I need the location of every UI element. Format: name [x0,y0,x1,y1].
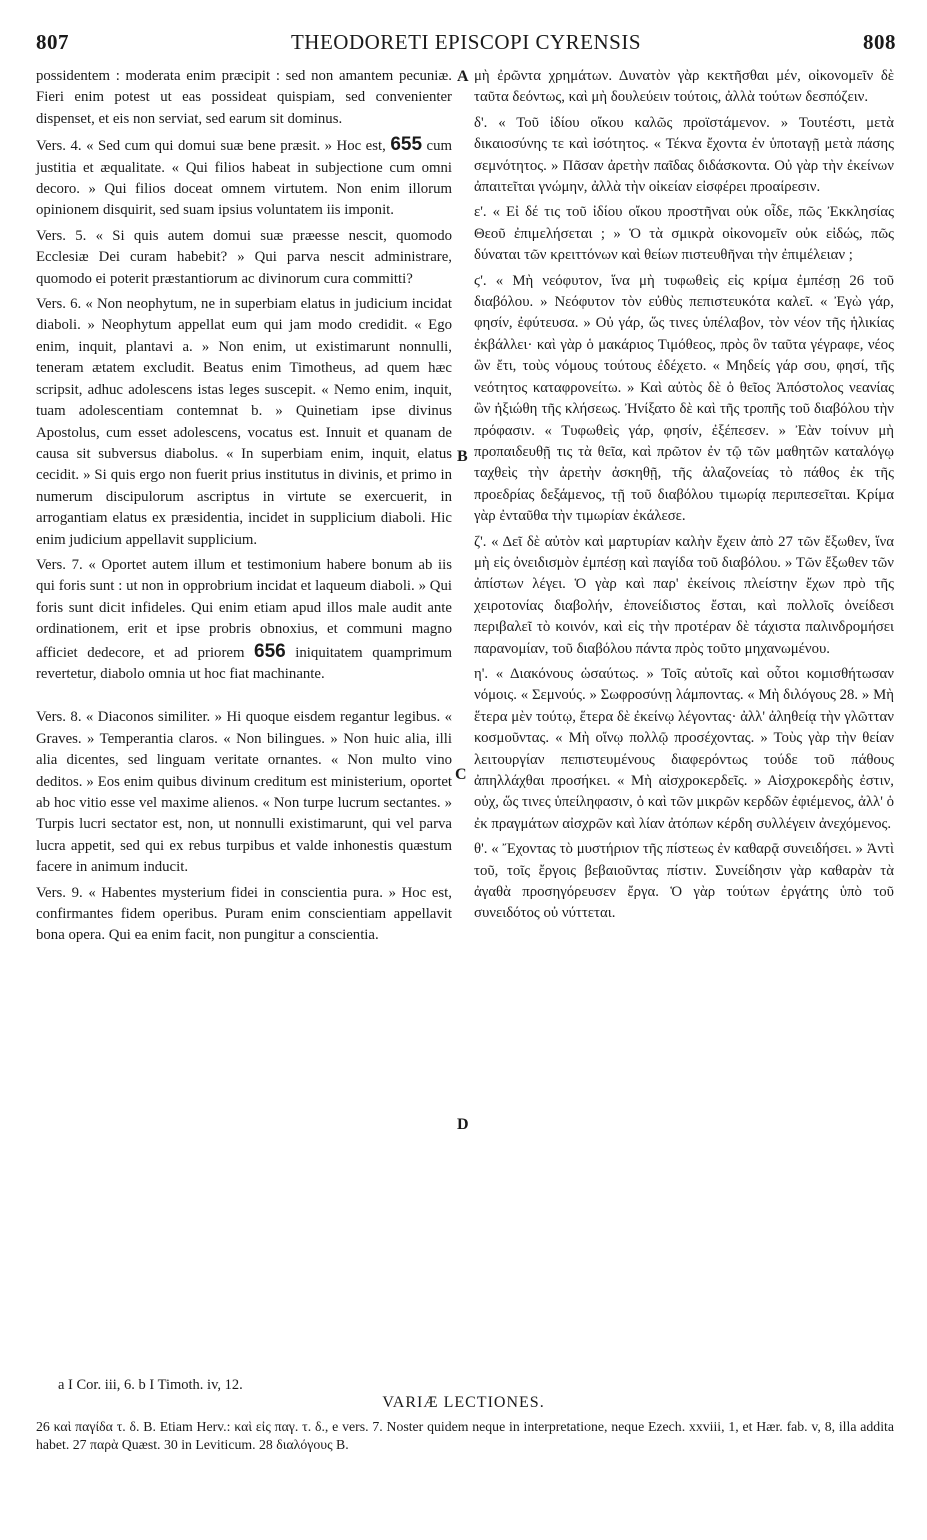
margin-letter-a: A [457,68,469,85]
latin-paragraph: possidentem : moderata enim præcipit : sed non amantem pecuniæ. Fieri enim potest ut eas possideat quispiam, sed convenienter dispenset, et eis non serviat, sed earum sit dominus. [36,68,452,127]
latin-paragraph: Vers. 6. « Non neophytum, ne in superbiam elatus in judicium incidat diaboli. » Neophytum appellat eum qui jam modo credidit. « Ego enim, inquit, plantavi a. » Non enim, ut existimarunt nonnulli, teneram ætatem excludit. Beatus enim Timotheus, ad quem hæc scripsit, adhuc adolescens istas leges suscepit. « Nemo enim, inquit, tuam adolescentiam contemnat b. » Quinetiam ipse divinus Apostolus, cum esset adolescens, vocatus est. Innuit et quanam de causa sit subversus diabolus. « In superbiam enim, inquit, elatus cecidit. » Si quis ergo non fuerit prius institutus in divinis, et primo in numerum discipulorum ascriptus in virtute se exercuerit, in arrogantiam elatus ex præsidentia, incidet in supplicium diaboli. Hic enim judicium appellavit supplicium. [36,296,452,548]
right-page-number: 808 [863,30,896,54]
left-page-number: 807 [36,30,69,54]
margin-letter-c: C [455,766,467,783]
page-header [36,30,896,58]
scripture-footnotes: a I Cor. iii, 6. b I Timoth. iv, 12. [58,1377,243,1393]
column-number: 656 [254,640,286,662]
running-title: THEODORETI EPISCOPI CYRENSIS [290,30,642,54]
latin-paragraph: Vers. 8. « Diaconos similiter. » Hi quoque eisdem regantur legibus. « Graves. » Temperantia claros. « Non bilingues. » Non huic alia, illi alia dicentes, sed linguam veritate ornantes. « Non multo vino deditos. » Eos enim quibus divinum creditum est ministerium, oportet ab hoc vitio esse vel maxime alienos. « Non turpe lucrum sectantes. » Turpis lucri sectator est, non, ut nonnulli existimarunt, qui vel parva lucra appetit, sed qui ex rebus turpibus et valde inhonestis quæstum facere in animum inducit. [36,709,452,876]
variant-readings-text: 26 καὶ παγίδα τ. δ. B. Etiam Herv.: καὶ εἰς παγ. τ. δ., e vers. 7. Noster quidem neque in interpretatione, neque Ezech. xxviii, 1, et Hær. fab. v, 8, illa addita habet. 27 παρὰ Quæst. 30 in Leviticum. 28 διαλόγους B. [36,1419,894,1452]
latin-paragraph: Vers. 7. « Oportet autem illum et testimonium habere bonum ab iis qui foris sunt : ut non in opprobrium incidat et laqueum diaboli. » Qui foris sunt dicit infideles. Qui enim etiam apud illos male audit ante ordinationem, erit et ipse probris obnoxius, et communi magno afficiet dedecore, et ad priorem 656 iniquitatem quamprimum revertetur, diabolo omnia ut hoc fiat machinante. [36,556,452,682]
latin-column [36,66,452,951]
greek-column [474,66,894,929]
greek-paragraph: μὴ ἐρῶντα χρημάτων. Δυνατὸν γὰρ κεκτῆσθαι μέν, οἰκονομεῖν δὲ ταῦτα δεόντως, καὶ μὴ δουλεύειν τούτοις, ἀλλὰ τούτων δεσπόζειν. [474,68,894,106]
latin-paragraph: Vers. 9. « Habentes mysterium fidei in conscientia pura. » Hoc est, confirmantes fidem operibus. Puram enim conscientiam appellavit bona opera. Qui ea enim facit, non pungitur a conscientia. [36,884,452,944]
margin-letter-b: B [457,448,468,465]
latin-paragraph: Vers. 4. « Sed cum qui domui suæ bene præsit. » Hoc est, 655 cum justitia et æqualitate. « Qui filios habeat in subjectione cum omni decoro. » Qui filios doceat omnem virtutem. Non enim illorum opinionem disquirit, sed suam ipsius voluntatem iis imponit. [36,134,452,219]
latin-paragraph: Vers. 5. « Si quis autem domui suæ præesse nescit, quomodo Ecclesiæ Dei curam habebit? » Qui parva nescit administrare, quomodo ei poterit præstantiorum ac divinorum cura committi? [36,227,452,287]
margin-letter-d: D [457,1116,469,1133]
greek-paragraph: δ'. « Τοῦ ἰδίου οἴκου καλῶς προϊστάμενον. » Τουτέστι, μετὰ δικαιοσύνης τε καὶ ἰσότητος. « Τέκνα ἔχοντα ἐν ὑποταγῇ μετὰ πάσης σεμνότητος. » Πᾶσαν ἀρετὴν παῖδας διδάσκοντα. Οὐ γὰρ τὴν ἐκείνων ἀπαιτεῖται γνώμην, ἀλλὰ τὴν οἰκείαν εἰσφέρει προαίρεσιν. [474,114,894,196]
greek-paragraph: ε'. « Εἰ δέ τις τοῦ ἰδίου οἴκου προστῆναι οὐκ οἶδε, πῶς Ἐκκλησίας Θεοῦ ἐπιμελήσεται ; » Ὁ τὰ σμικρὰ οἰκονομεῖν οὐκ εἰδώς, πῶς δύναται τῶν κρειττόνων καὶ θείων πιστευθῆναι τὴν ἐπιμέλειαν ; [474,204,894,264]
variant-readings-title: VARIÆ LECTIONES. [382,1394,545,1411]
greek-paragraph: ζ'. « Δεῖ δὲ αὐτὸν καὶ μαρτυρίαν καλὴν ἔχειν ἀπὸ 27 τῶν ἔξωθεν, ἵνα μὴ εἰς ὀνειδισμὸν ἐμπέσῃ καὶ παγίδα τοῦ διαβόλου. » Τῶν ἔξωθεν τῶν ἀπίστων λέγει. Ὁ γὰρ καὶ παρ' ἐκείνοις πλείστην ἔχων πρὸ τῆς χειροτονίας διαβολήν, ἐπονείδιστος ἔσται, καὶ πολλοῖς ὀνείδεσι περιβαλεῖ τὸ κοινόν, καὶ εἰς τὴν προτέραν δὲ τάχιστα παλινδρομήσει παρανομίαν, τοῦ διαβόλου πάντα πρὸς τοῦτο μηχανωμένου. [474,533,894,657]
greek-paragraph: ϛ'. « Μὴ νεόφυτον, ἵνα μὴ τυφωθεὶς εἰς κρίμα ἐμπέσῃ 26 τοῦ διαβόλου. » Νεόφυτον τὸν εὐθὺς πεπιστευκότα καλεῖ. « Ἐγὼ γάρ, φησίν, ἐφύτευσα. » Οὐ γάρ, ὥς τινες ὑπέλαβον, τὸν νέον τῆς ἡλικίας ἐκβάλλει· καὶ γὰρ ὁ μακάριος Τιμόθεος, πρὸς ὃν ταῦτα γέγραφε, νέος ὢν ἔτι, τοὺς νόμους τούτους ἐδέχετο. « Μηδείς γάρ σου, φησί, τῆς νεότητος καταφρονείτω. » Καὶ αὐτὸς δὲ ὁ θεῖος Ἀπόστολος νεανίας ὢν ἠξιώθη τῆς κλήσεως. Ἠνίξατο δὲ καὶ τῆς τροπῆς τοῦ διαβόλου τὴν πρόφασιν. « Τυφωθεὶς γάρ, φησίν, ἐξέπεσεν. » Ἐὰν τοίνυν μὴ προπαιδευθῇ τις τὰ θεῖα, καὶ πρῶτον ἐν τῷ τῶν μαθητῶν καταλόγῳ ταχθεὶς τὴν ἀρετὴν ἀσκηθῇ, τῆς ἀλαζονείας τὸ πάθος ἐκ τῆς προεδρίας δεξάμενος, τῇ τοῦ διαβόλου τιμωρίᾳ περιπεσεῖται. Κρίμα γὰρ ἐνταῦθα τὴν τιμωρίαν ἐκάλεσε. [474,272,894,525]
column-number: 655 [390,134,423,156]
greek-paragraph: η'. « Διακόνους ὡσαύτως. » Τοῖς αὐτοῖς καὶ οὗτοι κομισθήτωσαν νόμοις. « Σεμνούς. » Σωφροσύνῃ λάμποντας. « Μὴ διλόγους 28. » Μὴ ἕτερα μὲν τούτῳ, ἕτερα δὲ ἐκείνῳ λέγοντας· ἀλλ' ἀληθείᾳ τὴν γλῶτταν κοσμοῦντας. « Μὴ οἴνῳ πολλῷ προσέχοντας. » Τοὺς γὰρ τὴν θείαν λειτουργίαν πεπιστευμένους διαφερόντως τούδε τοῦ πάθους ἀπηλλάχθαι προσήκει. « Μὴ αἰσχροκερδεῖς. » Αἰσχροκερδὴς ἐστιν, οὐχ, ὥς τινες ὑπείληφασιν, ὁ καὶ τῶν μικρῶν κερδῶν ἐφιέμενος, ἀλλ' ὁ ἐκ πραγμάτων αἰσχρῶν καὶ λίαν ἀτόπων κέρδη συλλέγειν ἀνεχόμενος. [474,665,894,832]
greek-paragraph: θ'. « Ἔχοντας τὸ μυστήριον τῆς πίστεως ἐν καθαρᾷ συνειδήσει. » Ἀντὶ τοῦ, τοῖς ἔργοις βεβαιοῦντας πίστιν. Συνείδησιν γὰρ καθαρὰν τὰ ἀγαθὰ προσηγόρευσεν ἔργα. Ὁ γὰρ τούτων ἐργάτης ὑπὸ τοῦ συνειδότος οὐ νύττεται. [474,841,894,922]
